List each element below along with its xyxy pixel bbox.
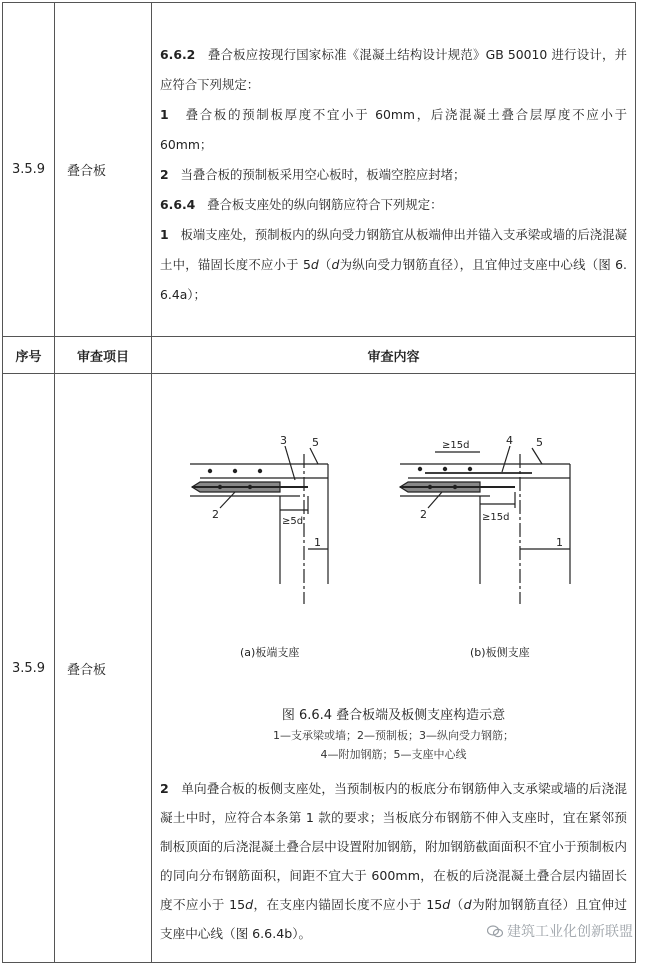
rebar-dot — [233, 469, 236, 472]
figure-b — [400, 446, 570, 604]
label-5: 5 — [536, 436, 543, 449]
figure-title: 图 6.6.4 叠合板端及板侧支座构造示意 — [281, 708, 506, 723]
table-row — [3, 3, 636, 337]
figure-b-caption: (b)板侧支座 — [470, 646, 530, 659]
leader-2 — [220, 492, 235, 508]
figure-legend-line: 1—支承梁或墙；2—预制板；3—纵向受力钢筋； — [273, 729, 514, 742]
rebar-dot — [443, 467, 446, 470]
table-row — [3, 374, 636, 963]
label-1: 1 — [556, 536, 563, 549]
label-2: 2 — [212, 508, 219, 521]
clause-item: 2 当叠合板的预制板采用空心板时，板端空腔应封堵； — [160, 166, 466, 182]
row-number: 3.5.9 — [3, 3, 55, 337]
table-header-row — [3, 337, 636, 374]
header-item: 审查项目 — [55, 337, 152, 374]
review-item: 叠合板 — [55, 374, 152, 963]
watermark-text: 建筑工业化创新联盟 — [507, 924, 633, 940]
clause-6-6-4: 6.6.4 叠合板支座处的纵向钢筋应符合下列规定： — [160, 196, 443, 212]
support-detail-drawing — [180, 434, 650, 674]
header-content: 审查内容 — [152, 337, 636, 374]
rebar-dot — [418, 467, 421, 470]
rebar-dot — [208, 469, 211, 472]
figure-a — [190, 446, 328, 604]
leader-5 — [310, 448, 318, 464]
review-item: 叠合板 — [55, 3, 152, 337]
watermark — [487, 921, 633, 941]
dim-label: ≥15d — [482, 512, 510, 523]
rebar-dot — [468, 467, 471, 470]
label-3: 3 — [280, 434, 287, 447]
clause-item: 1 板端支座处，预制板内的纵向受力钢筋宜从板端伸出并锚入支承梁或墙的后浇混凝土中，锚固长度不应小于 5d（d为纵向受力钢筋直径），且宜伸过支座中心线（图 6. 6.4a）； — [160, 226, 627, 302]
wechat-icon — [487, 925, 503, 938]
review-table — [2, 2, 636, 963]
review-content — [152, 374, 636, 963]
leader-3 — [285, 446, 295, 480]
leader-5 — [532, 448, 542, 464]
rebar-dot — [218, 485, 221, 488]
figure-a-caption: (a)板端支座 — [240, 646, 300, 659]
clause-6-6-2: 6.6.2 叠合板应按现行国家标准《混凝土结构设计规范》GB 50010 进行设计，并应符合下列规定： — [160, 46, 627, 92]
rebar-dot — [248, 485, 251, 488]
label-2: 2 — [420, 508, 427, 521]
rebar-dot — [258, 469, 261, 472]
clause-item: 1 叠合板的预制板厚度不宜小于 60mm，后浇混凝土叠合层厚度不应小于 60mm； — [160, 106, 627, 152]
figure-legend-line: 4—附加钢筋；5—支座中心线 — [320, 748, 467, 761]
leader-4 — [502, 446, 510, 472]
dim-label: ≥5d — [282, 516, 304, 527]
label-4: 4 — [506, 434, 513, 447]
leader-2 — [428, 492, 442, 508]
rebar-dot — [453, 485, 456, 488]
row-number: 3.5.9 — [3, 374, 55, 963]
label-5: 5 — [312, 436, 319, 449]
header-no: 序号 — [3, 337, 55, 374]
label-1: 1 — [314, 536, 321, 549]
dim-label: ≥15d — [442, 440, 470, 451]
rebar-dot — [428, 485, 431, 488]
review-content — [152, 3, 636, 337]
clause-item: 2 单向叠合板的板侧支座处，当预制板内的板底分布钢筋伸入支承梁或墙的后浇混凝土中时，应符合本条第 1 款的要求；当板底分布钢筋不伸入支座时，宜在紧邻预制板顶面的后浇混凝土叠合层中设置附加钢筋，附加钢筋截面面积不宜小于预制板内的同向分布钢筋面积，间距不宜大于 600mm，在板的后浇混凝土叠合层内锚固长度不应小于 15d，在支座内锚固长度不应小于 15d（d为附加钢筋直径）且宜伸过支座中心线（图 6.6.4b）。 — [160, 781, 628, 941]
figure-6-6-4 — [160, 374, 627, 702]
